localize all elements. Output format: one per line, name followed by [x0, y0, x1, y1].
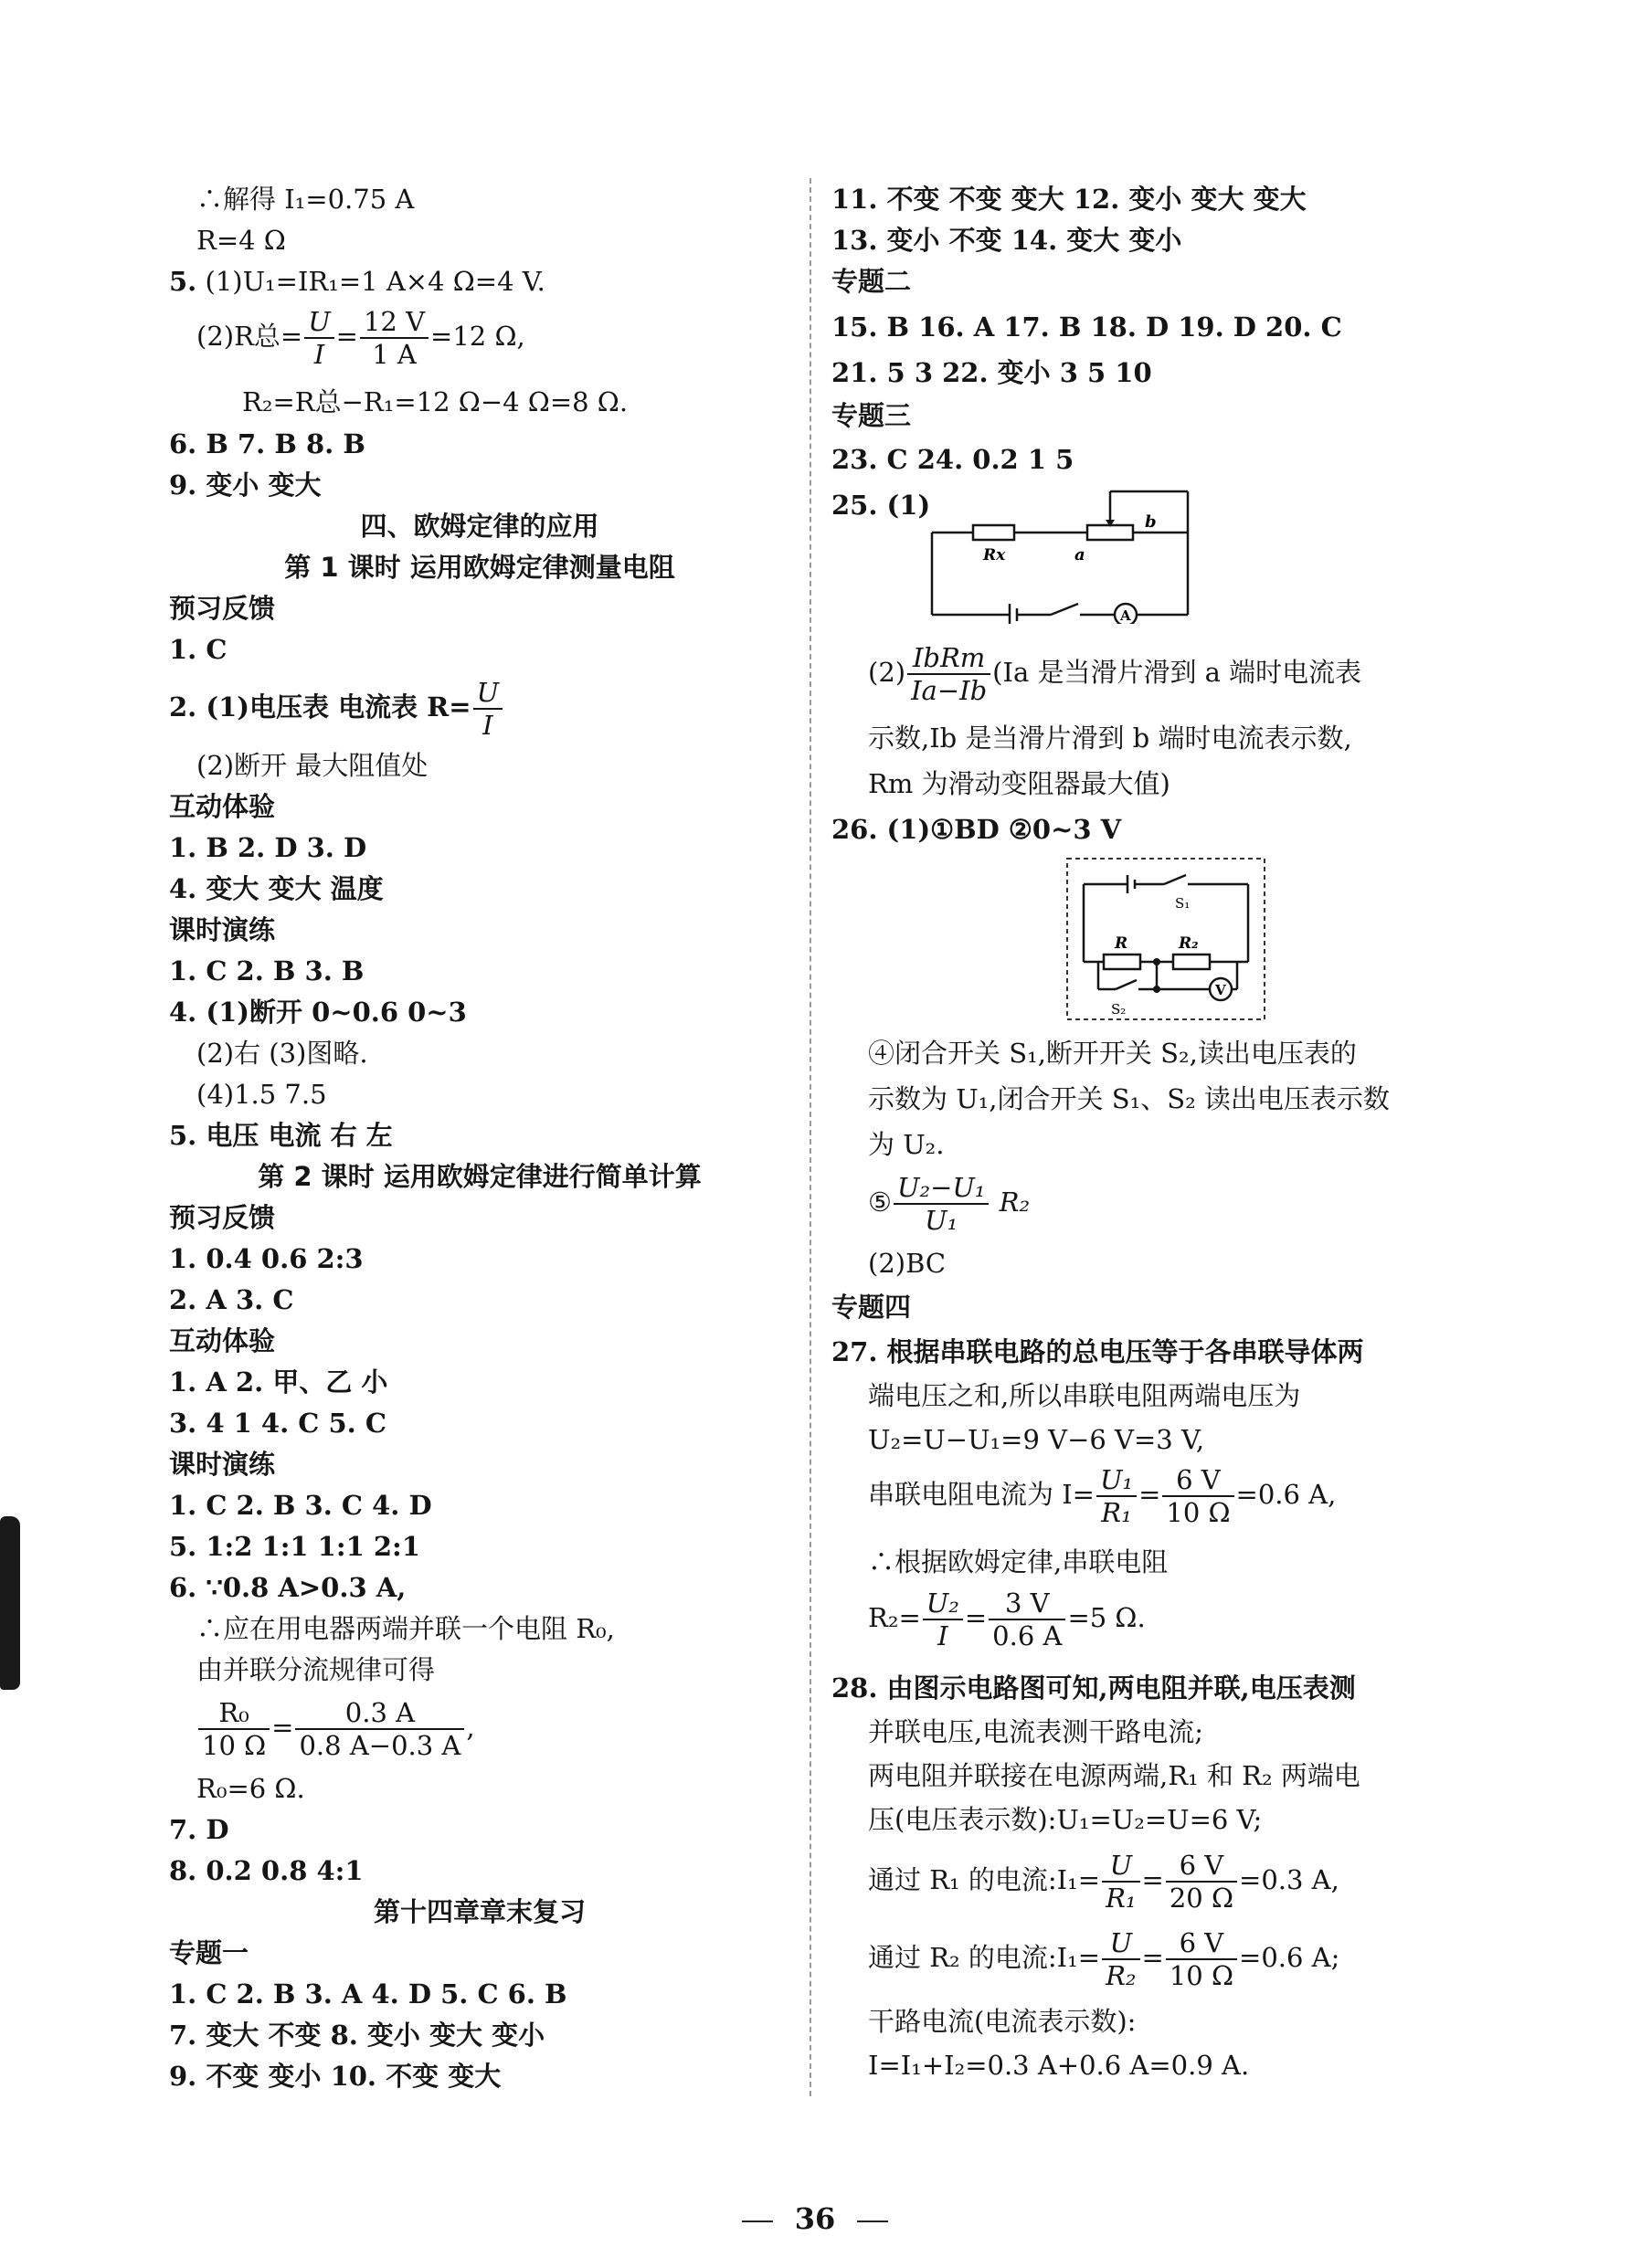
fraction: $\frac{3 V}{0.6 A}$ [989, 1588, 1065, 1651]
answer-text: (Ia 是当滑片滑到 a 端时电流表 [992, 657, 1362, 688]
answer-line: 5. 电压 电流 右 左 [169, 1120, 393, 1151]
fraction: $\frac{\text{R₀}}{10 \Omega}$ [198, 1697, 270, 1761]
subsection-heading: 专题四 [831, 1292, 912, 1323]
equation-line: (2)R总= $\frac{U}{I}$ = $\frac{12 V}{1 A}$ =12 Ω, [196, 306, 525, 370]
switch-label: S₁ [1175, 895, 1191, 912]
resistor-label: Rx [983, 546, 1006, 564]
answer-line: 3. 4 1 4. C 5. C [169, 1408, 386, 1439]
subsection-heading: 预习反馈 [169, 1202, 276, 1233]
switch-label: S₂ [1111, 1001, 1127, 1018]
resistor-label: R₂ [1179, 934, 1199, 953]
fraction: $\frac{0.3 A}{0.8 A-0.3 A}$ [295, 1697, 464, 1761]
answer-line: ∴根据欧姆定律,串联电阻 [868, 1546, 1169, 1577]
circuit-diagram-voltmeter [1065, 857, 1266, 1021]
answer-line: 干路电流(电流表示数): [868, 2006, 1137, 2037]
section-title: 第十四章章末复习 [373, 1896, 586, 1927]
equation-line: R₂=R总−R₁=12 Ω−4 Ω=8 Ω. [242, 386, 629, 417]
answer-line: 21. 5 3 22. 变小 3 5 10 [831, 357, 1152, 388]
answer-line: 1. C 2. B 3. B [169, 955, 365, 986]
answer-line: (2)BC [868, 1248, 947, 1279]
fraction: $\frac{12 V}{1 A}$ [360, 306, 429, 370]
answer-line: 示数为 U₁,闭合开关 S₁、S₂ 读出电压表示数 [868, 1083, 1390, 1114]
question-number: 5. [169, 266, 197, 297]
answer-line: 示数,Ib 是当滑片滑到 b 端时电流表示数, [868, 723, 1352, 754]
answer-line: 4. (1)断开 0~0.6 0~3 [169, 997, 467, 1028]
answer-line [169, 672, 504, 742]
answer-line: 压(电压表示数):U₁=U₂=U=6 V; [868, 1804, 1263, 1835]
answer-line: 为 U₂. [868, 1129, 945, 1160]
answer-line: Rm 为滑动变阻器最大值) [868, 768, 1170, 799]
fraction: $\frac{6 V}{10 \Omega}$ [1166, 1927, 1237, 1991]
answer-line: (2) $\frac{\text{IbRm}}{Ia-Ib}$ (Ia 是当滑片滑到 a 端时电流表 [868, 642, 1362, 706]
subsection-heading: 课时演练 [169, 1449, 276, 1480]
answer-line: (2)右 (3)图略. [196, 1038, 368, 1069]
fraction: $\frac{\text{IbRm}}{Ia-Ib}$ [907, 642, 990, 706]
answer-line: 13. 变小 不变 14. 变大 变小 [831, 225, 1182, 256]
answer-line: ∴解得 I₁=0.75 A [196, 184, 415, 215]
section-title: 四、欧姆定律的应用 [360, 511, 599, 542]
column-divider [810, 178, 811, 2096]
subsection-heading: 专题三 [831, 400, 912, 431]
answer-line: 26. (1)①BD ②0~3 V [831, 814, 1122, 845]
answer-line: 11. 不变 不变 变大 12. 变小 变大 变大 [831, 184, 1307, 215]
page-number: 36 [0, 2201, 1630, 2236]
subsection-heading: 预习反馈 [169, 593, 276, 624]
answer-line: 1. B 2. D 3. D [169, 832, 367, 863]
answer-line [169, 263, 545, 300]
answer-line: 6. B 7. B 8. B [169, 428, 365, 459]
answer-line: 23. C 24. 0.2 1 5 [831, 444, 1074, 475]
answer-line: ⑤ $\frac{\text{U₂−U₁}}{\text{U₁}}$ R₂ [868, 1172, 1031, 1236]
answer-line: 5. 1:2 1:1 1:1 2:1 [169, 1531, 420, 1562]
answer-line: ∴应在用电器两端并联一个电阻 R₀, [196, 1613, 615, 1644]
answer-line: 7. 变大 不变 8. 变小 变大 变小 [169, 2020, 545, 2051]
equation-line: 通过 R₂ 的电流:I₁= $\frac{U}{\text{R₂}}$ = $\frac{6 V}{10 \Omega}$ =0.6 A; [868, 1927, 1340, 1991]
equation-line: R₂= $\frac{\text{U₂}}{I}$ = $\frac{3 V}{0.6 A}$ =5 Ω. [868, 1588, 1146, 1651]
scan-ink-blot [0, 1516, 20, 1690]
answer-line: ④闭合开关 S₁,断开开关 S₂,读出电压表的 [868, 1038, 1357, 1069]
fraction: $\frac{\text{U₁}}{\text{R₁}}$ [1096, 1464, 1137, 1528]
answer-line: 28. 由图示电路图可知,两电阻并联,电压表测 [831, 1672, 1356, 1704]
ammeter-icon: A [1120, 607, 1131, 624]
answer-line: 7. D [169, 1814, 229, 1845]
fraction: $\frac{6 V}{20 \Omega}$ [1166, 1850, 1237, 1914]
equation-line: I=I₁+I₂=0.3 A+0.6 A=0.9 A. [868, 2050, 1250, 2081]
equation-line: 串联电阻电流为 I= $\frac{\text{U₁}}{\text{R₁}}$ = $\frac{6 V}{10 \Omega}$ =0.6 A, [868, 1464, 1337, 1528]
equation-line: R₀=6 Ω. [196, 1773, 305, 1804]
subsection-heading: 互动体验 [169, 791, 276, 822]
subsection-heading: 专题一 [169, 1937, 249, 1968]
answer-line: (4)1.5 7.5 [196, 1079, 327, 1110]
equation-line: 通过 R₁ 的电流:I₁= $\frac{U}{\text{R₁}}$ = $\frac{6 V}{20 \Omega}$ =0.3 A, [868, 1850, 1339, 1914]
answer-line: 25. (1) [831, 490, 931, 521]
equation-line: U₂=U−U₁=9 V−6 V=3 V, [868, 1424, 1205, 1455]
answer-line: 4. 变大 变大 温度 [169, 873, 384, 904]
subsection-heading: 课时演练 [169, 914, 276, 945]
answer-line: 1. C 2. B 3. C 4. D [169, 1490, 432, 1521]
section-subtitle: 第 1 课时 运用欧姆定律测量电阻 [284, 552, 675, 583]
fraction: $\frac{U}{I}$ [473, 677, 503, 741]
terminal-label: a [1074, 545, 1085, 564]
terminal-label: b [1145, 512, 1157, 532]
answer-line: 并联电压,电流表测干路电流; [868, 1716, 1203, 1747]
fraction: $\frac{U}{I}$ [304, 306, 333, 370]
answer-line: 6. ∵0.8 A>0.3 A, [169, 1572, 407, 1603]
answer-line: 由并联分流规律可得 [196, 1654, 436, 1685]
fraction: $\frac{\text{U₂−U₁}}{\text{U₁}}$ [894, 1172, 989, 1236]
answer-line: (2)断开 最大阻值处 [196, 750, 429, 781]
answer-text: 2. (1)电压表 电流表 R= [169, 691, 471, 723]
answer-line: 27. 根据串联电路的总电压等于各串联导体两 [831, 1336, 1364, 1367]
equation-text: =12 Ω, [430, 321, 525, 352]
answer-line: 1. 0.4 0.6 2:3 [169, 1243, 364, 1274]
subsection-heading: 互动体验 [169, 1325, 276, 1356]
equation-text: (2)R总= [196, 321, 303, 352]
answer-line: 端电压之和,所以串联电阻两端电压为 [868, 1380, 1301, 1411]
answer-line: 1. A 2. 甲、乙 小 [169, 1366, 388, 1398]
section-subtitle: 第 2 课时 运用欧姆定律进行简单计算 [258, 1161, 702, 1192]
answer-line: 8. 0.2 0.8 4:1 [169, 1855, 364, 1886]
subsection-heading: 专题二 [831, 266, 912, 297]
equation-line: $\frac{\text{R₀}}{10 \Omega}$ = $\frac{0.3 A}{0.8 A-0.3 A}$ , [196, 1693, 475, 1762]
circuit-diagram-rheostat [923, 487, 1197, 624]
answer-line: 两电阻并联接在电源两端,R₁ 和 R₂ 两端电 [868, 1760, 1360, 1791]
answer-line: 9. 不变 变小 10. 不变 变大 [169, 2061, 502, 2092]
answer-line: 1. C [169, 634, 228, 665]
answer-line: 9. 变小 变大 [169, 469, 322, 501]
voltmeter-icon: V [1215, 982, 1226, 998]
answer-line: 2. A 3. C [169, 1284, 294, 1315]
resistor-label: R [1115, 934, 1128, 953]
fraction: $\frac{6 V}{10 \Omega}$ [1162, 1464, 1233, 1528]
answer-line: R=4 Ω [196, 225, 286, 256]
answer-line: 15. B 16. A 17. B 18. D 19. D 20. C [831, 311, 1342, 343]
fraction: $\frac{U}{\text{R₂}}$ [1102, 1927, 1139, 1991]
fraction: $\frac{\text{U₂}}{I}$ [923, 1588, 963, 1651]
equation: (1)U₁=IR₁=1 A×4 Ω=4 V. [205, 266, 545, 297]
answer-line: 1. C 2. B 3. A 4. D 5. C 6. B [169, 1978, 567, 2010]
fraction: $\frac{U}{\text{R₁}}$ [1102, 1850, 1139, 1914]
